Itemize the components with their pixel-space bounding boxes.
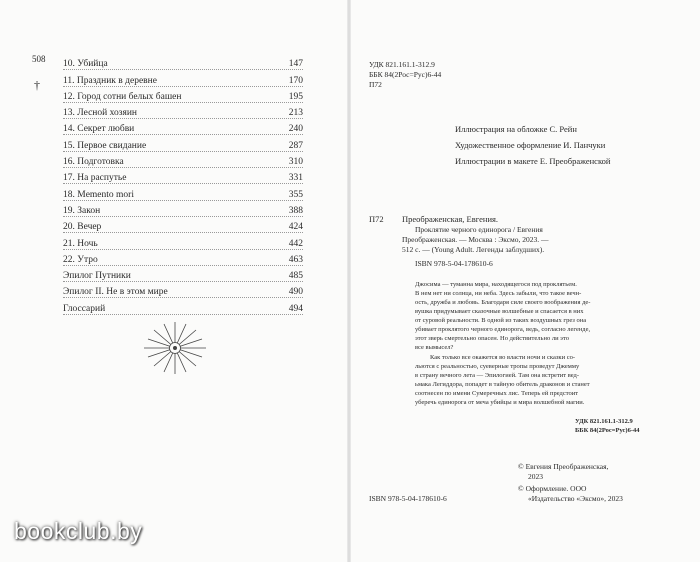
annotation-line: убивает проклятого черного единорога, ведь, согласно легенде, [415,326,591,333]
watermark-text: bookclub.by [14,518,143,544]
annotation-line: соотнесен по имени Сумеречных лис. Теперь ей предстоит [415,390,579,397]
toc-page: 388 [288,205,303,216]
toc-title: 12. Город сотни белых башен [63,92,287,102]
annotation-line: ьмака Легиддора, попадет в тайную обитель драконов и станет [415,381,590,388]
toc-page: 170 [288,75,303,86]
toc-title: 16. Подготовка [63,157,287,167]
credit-art-design: Художественное оформление И. Панчуки [455,140,606,150]
toc-entry [63,266,303,282]
page-number: 508 [32,54,46,64]
toc-entry [63,250,303,266]
catalog-code: П72 [369,214,384,224]
annotation-line: уберечь единорога от меча убийцы и мира волшебной магии. [415,399,585,406]
bbk-code: ББК 84(2Рос=Рус)6-44 [369,70,442,79]
bbk-code-repeat: ББК 84(2Рос=Рус)6-44 [575,427,640,434]
toc-title: 21. Ночь [63,239,287,249]
toc-title: 13. Лесной хозяин [63,108,287,118]
catalog-author: Преображенская, Евгения. [402,214,499,224]
toc-title: Эпилог II. Не в этом мире [63,287,287,297]
toc-page: 485 [288,271,303,282]
annotation-line: от суровой реальности. В одной из таких воздушных грез она [415,317,587,324]
annotation-line: Джосима — туманна мира, находящегося под проклятьем. [415,281,577,288]
dagger-marker: † [34,78,40,92]
toc-title: 19. Закон [63,206,287,216]
book-gutter [347,0,351,562]
toc-page: 463 [288,254,303,265]
udk-code-repeat: УДК 821.161.1-312.9 [575,418,633,425]
biblio-line: Преображенская. — Москва : Эксмо, 2023. — [402,235,549,244]
isbn-line: ISBN 978-5-04-178610-6 [415,259,493,268]
annotation-line: Как только все окажется во власти ночи и сказки со- [430,354,575,361]
toc-entry [63,168,303,184]
toc-entry [63,119,303,135]
toc-title: 15. Первое свидание [63,141,287,151]
toc-entry [63,135,303,151]
toc-entry [63,233,303,249]
toc-page: 490 [288,287,303,298]
toc-title: 14. Секрет любви [63,124,287,134]
toc-entry [63,282,303,298]
toc-entry [63,87,303,103]
toc-entry [63,54,303,70]
toc-entry [63,184,303,200]
toc-entry [63,70,303,86]
copyright-line: 2023 [528,472,543,481]
toc-title: 17. На распутье [63,173,287,183]
author-mark: П72 [369,80,382,89]
toc-page: 310 [288,157,303,168]
annotation-line: этот зверь смертельно опасен. Но действительно ли это [415,335,569,342]
copyright-line: «Издательство «Эксмо», 2023 [528,494,623,503]
toc-entry [63,217,303,233]
toc-title: 10. Убийца [63,59,287,69]
toc-page: 494 [288,303,303,314]
toc-entry [63,298,303,314]
annotation-line: В нем нет ни солнца, ни неба. Здесь забыли, что такое вечн- [415,290,582,297]
copyright-line: © Евгения Преображенская, [518,462,609,471]
biblio-line: 512 с. — (Young Adult. Легенды заблудших). [402,245,545,254]
toc-entry [63,152,303,168]
toc-title: 11. Праздник в деревне [63,76,287,86]
credit-cover-illustration: Иллюстрация на обложке С. Рейн [455,124,577,134]
toc-page: 355 [288,189,303,200]
toc-page: 331 [288,173,303,184]
toc-page: 240 [288,124,303,135]
annotation-line: ость, дружба и любовь. Благодаря силе своего воображения де- [415,299,591,306]
isbn-bottom: ISBN 978-5-04-178610-6 [369,494,447,503]
toc-page: 195 [288,91,303,102]
toc-page: 213 [288,108,303,119]
annotation-line: все вымысел? [415,344,454,351]
toc-page: 442 [288,238,303,249]
toc-title: Глоссарий [63,304,287,314]
toc-entry [63,103,303,119]
sun-ornament-icon [140,318,210,378]
table-of-contents [63,54,303,315]
toc-title: 22. Утро [63,255,287,265]
toc-page: 287 [288,140,303,151]
toc-title: 20. Вечер [63,222,287,232]
biblio-line: Проклятие черного единорога / Евгения [415,225,543,234]
toc-title: Эпилог Путники [63,271,287,281]
copyright-line: © Оформление. ООО [518,484,587,493]
credit-layout-illustration: Иллюстрации в макете Е. Преображенской [455,156,611,166]
toc-title: 18. Memento mori [63,190,287,200]
toc-page: 424 [288,222,303,233]
udk-code: УДК 821.161.1-312.9 [369,60,435,69]
annotation-line: льются с реальностью, суеверные тропы проведут Джемму [415,363,580,370]
toc-page: 147 [288,59,303,70]
annotation-line: в страну вечного лета — Эпилогией. Там она встретит вед- [415,372,580,379]
annotation-line: вушка придумывает сказочные волшебные и спасается в них [415,308,584,315]
toc-entry [63,201,303,217]
